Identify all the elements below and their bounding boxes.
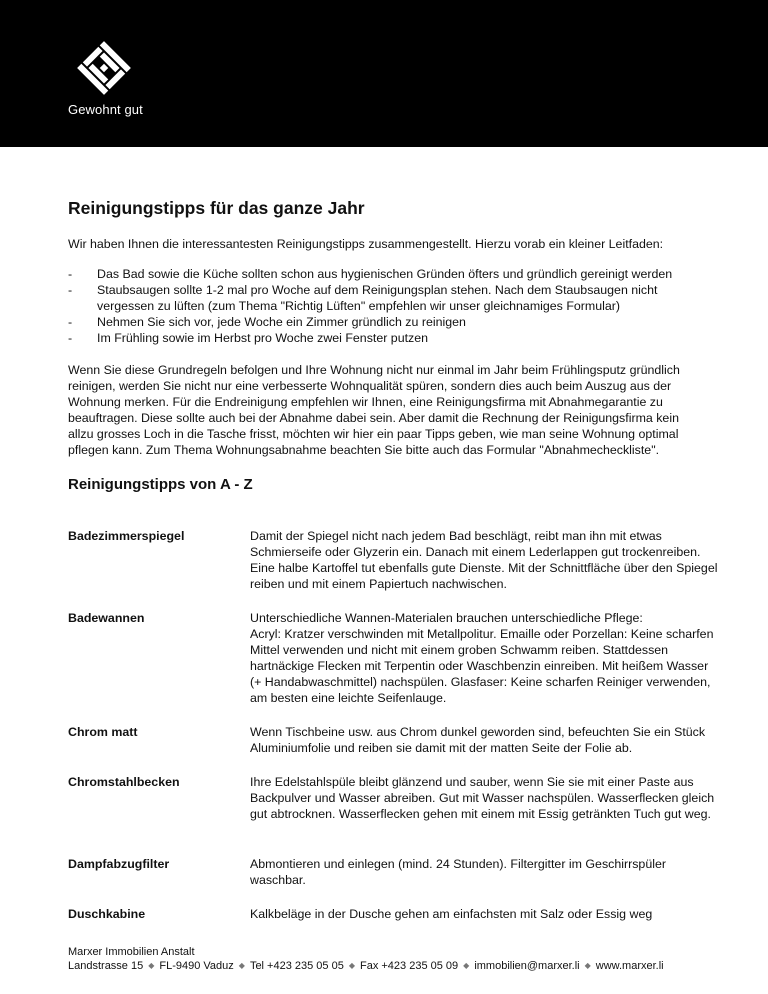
diamond-separator-icon: ◆: [238, 961, 245, 970]
tip-description: Ihre Edelstahlspüle bleibt glänzend und sauber, wenn Sie sie mit einer Paste aus Backpulver und Wasser abreiben. Gut mit Wasser nachspülen. Wasserflecken gleich gut abtrocknen. Wasserflecken gehen mit einem mit Essig getränkten Tuch gut weg.: [250, 775, 715, 821]
guideline-list: [68, 266, 708, 346]
footer-contact-line: [68, 959, 664, 974]
tip-description: Kalkbeläge in der Dusche gehen am einfachsten mit Salz oder Essig weg: [250, 907, 653, 921]
tip-term: Duschkabine: [68, 907, 146, 921]
tip-description-line: Unterschiedliche Wannen-Materialen brauchen unterschiedliche Pflege:: [250, 611, 643, 625]
tip-description: Damit der Spiegel nicht nach jedem Bad beschlägt, reibt man ihn mit etwas Schmierseife oder Glyzerin ein. Danach mit einem Lederlappen gut trockenreiben. Eine halbe Kartoffel tut ebenfalls gute Dienste. Mit der Schnittfläche über den Spiegel reiben und mit einem Papiertuch nachwischen.: [250, 529, 718, 591]
tip-description: Wenn Tischbeine usw. aus Chrom dunkel geworden sind, befeuchten Sie ein Stück Aluminiumfolie und reiben sie damit mit der matten Seite der Folie ab.: [250, 725, 706, 755]
diamond-separator-icon: ◆: [584, 961, 591, 970]
tip-description-line: Acryl: Kratzer verschwinden mit Metallpolitur. Emaille oder Porzellan: Keine scharfen Mittel verwenden und nicht mit einem groben Schwamm reiben. Stattdessen hartnäckige Flecken mit Terpentin oder Waschbenzin einreiben. Mit heißem Wasser (+ Handabwaschmittel) nachspülen. Glasfaser: Keine scharfen Reiniger verwenden, am besten eine leichte Seifenlauge.: [250, 627, 714, 705]
footer-company: Marxer Immobilien Anstalt: [68, 946, 195, 958]
page-header: [0, 0, 768, 147]
tip-term: Badewannen: [68, 611, 145, 625]
tip-description: [250, 610, 718, 706]
footer-address-city: FL-9490 Vaduz: [159, 960, 234, 972]
list-item: - Staubsaugen sollte 1-2 mal pro Woche auf dem Reinigungsplan stehen. Nach dem Staubsaugen nicht vergessen zu lüften (zum Thema "Richtig Lüften" empfehlen wir unser gleichnamiges Formular): [68, 282, 708, 314]
tip-term: Dampfabzugfilter: [68, 857, 170, 871]
list-item: - Nehmen Sie sich vor, jede Woche ein Zimmer gründlich zu reinigen: [68, 314, 708, 330]
page-footer: [68, 945, 664, 974]
tip-term: Badezimmerspiegel: [68, 529, 185, 543]
footer-email-link[interactable]: immobilien@marxer.li: [474, 960, 580, 972]
footer-address-street: Landstrasse 15: [68, 960, 144, 972]
tip-description: Abmontieren und einlegen (mind. 24 Stunden). Filtergitter im Geschirrspüler waschbar.: [250, 857, 666, 887]
intro-text: Wir haben Ihnen die interessantesten Reinigungstipps zusammengestellt. Hierzu vorab ein kleiner Leitfaden:: [68, 237, 664, 251]
diamond-separator-icon: ◆: [463, 961, 470, 970]
section-title: Reinigungstipps von A - Z: [68, 476, 253, 493]
footer-fax: Fax +423 235 05 09: [359, 960, 459, 972]
list-item: - Das Bad sowie die Küche sollten schon aus hygienischen Gründen öfters und gründlich gereinigt werden: [68, 266, 708, 282]
page-title: Reinigungstipps für das ganze Jahr: [68, 198, 365, 218]
tip-term: Chrom matt: [68, 725, 138, 739]
list-item: - Im Frühling sowie im Herbst pro Woche zwei Fenster putzen: [68, 330, 708, 346]
footer-phone: Tel +423 235 05 05: [249, 960, 344, 972]
brand-name: Gewohnt gut: [68, 102, 143, 117]
woven-diamond-logo-icon: [76, 40, 132, 96]
footer-website-link[interactable]: www.marxer.li: [595, 960, 664, 972]
diamond-separator-icon: ◆: [148, 961, 155, 970]
intro-paragraph: Wenn Sie diese Grundregeln befolgen und Ihre Wohnung nicht nur einmal im Jahr beim Frühlingsputz gründlich reinigen, werden Sie nicht nur eine verbesserte Wohnqualität spüren, sondern dies auch beim Auszug aus der Wohnung merken. Für die Endreinigung empfehlen wir Ihnen, eine Reinigungsfirma mit Abnahmegarantie zu beauftragen. Diese sollte auch bei der Abnahme dabei sein. Aber damit die Rechnung der Reinigungsfirma kein allzu grosses Loch in die Tasche frisst, möchten wir hier ein paar Tipps geben, wie man seine Wohnung optimal pflegen kann. Zum Thema Wohnungsabnahme beachten Sie bitte auch das Formular "Abnahmecheckliste".: [68, 363, 680, 457]
diamond-separator-icon: ◆: [348, 961, 355, 970]
tip-term: Chromstahlbecken: [68, 775, 180, 789]
